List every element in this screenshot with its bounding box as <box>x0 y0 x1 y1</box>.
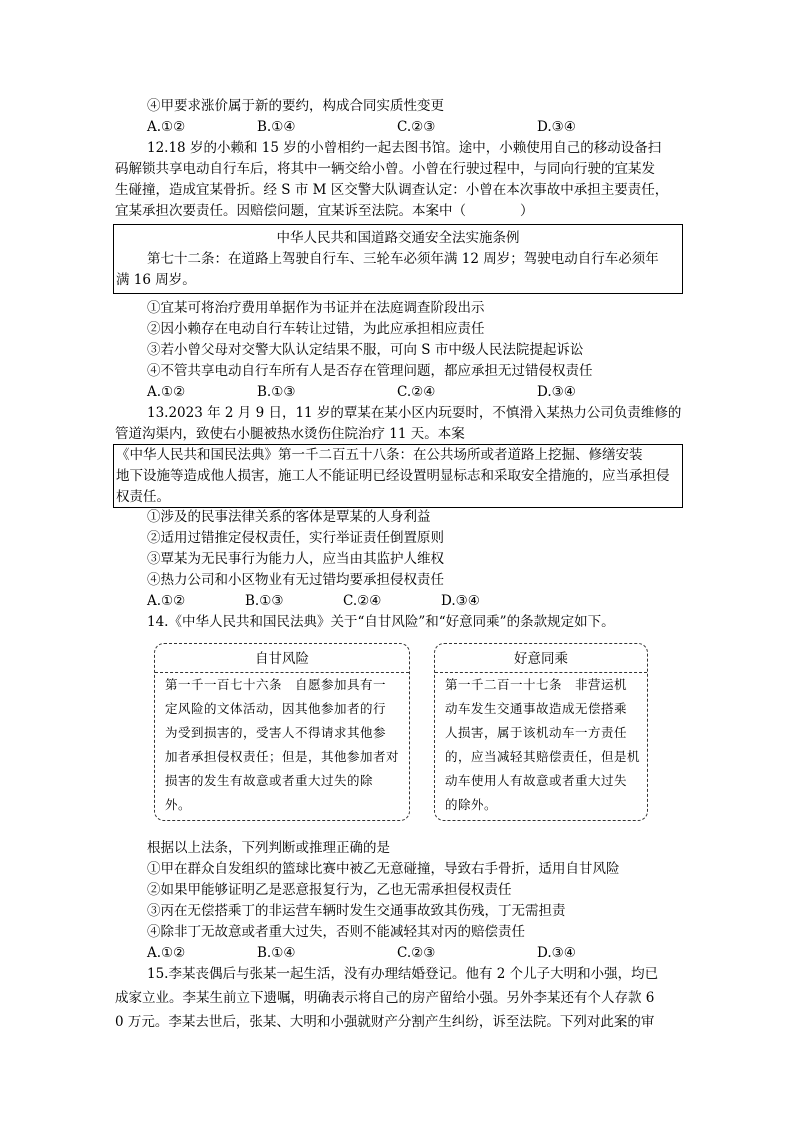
q11-option-d[interactable]: D.③④ <box>537 119 576 135</box>
q15-stem-line-1: 15.李某丧偶后与张某一起生活，没有办理结婚登记。他有 2 个儿子大明和小强，均已 <box>147 966 659 982</box>
q13-option-d[interactable]: D.③④ <box>441 593 480 609</box>
q12-option-d[interactable]: D.③④ <box>537 384 576 400</box>
q13-option-c[interactable]: C.②④ <box>343 593 382 609</box>
q12-option-a[interactable]: A.①② <box>147 384 186 400</box>
q14-left-box-row-3: 为受到损害的，受害人不得请求其他参 <box>165 725 387 740</box>
q11-option-a[interactable]: A.①② <box>147 119 186 135</box>
q14-item-2: ②如果甲能够证明乙是恶意报复行为，乙也无需承担侵权责任 <box>147 882 512 898</box>
q14-right-box-row-5: 动车使用人有故意或者重大过失 <box>445 773 628 788</box>
q14-left-box-row-6: 外。 <box>165 797 192 812</box>
q13-item-1: ①涉及的民事法律关系的客体是覃某的人身利益 <box>147 509 431 525</box>
q14-left-box-title: 自甘风险 <box>255 651 309 667</box>
q14-intro: 14.《中华人民共和国民法典》关于“自甘风险”和“好意同乘”的条款规定如下。 <box>147 614 615 630</box>
q12-stem-line-1: 12.18 岁的小赖和 15 岁的小曾相约一起去图书馆。途中，小赖使用自己的移动设备扫 <box>147 140 662 156</box>
q12-law-line-2: 满 16 周岁。 <box>116 272 196 288</box>
q12-stem-line-4: 宜某承担次要责任。因赔偿问题，宜某诉至法院。本案中（ ） <box>115 203 534 219</box>
q12-item-3: ③若小曾父母对交警大队认定结果不服，可向 S 市中级人民法院提起诉讼 <box>147 342 584 358</box>
q12-stem-line-3: 生碰撞，造成宜某骨折。经 S 市 M 区交警大队调查认定：小曾在本次事故中承担主要责任， <box>115 182 669 198</box>
q14-right-box-row-1: 第一千二百一十七条 非营运机 <box>445 677 628 692</box>
q14-item-3: ③丙在无偿搭乘丁的非运营车辆时发生交通事故致其伤残，丁无需担责 <box>147 903 566 919</box>
q14-right-box-row-3: 人损害，属于该机动车一方责任 <box>445 725 628 740</box>
q13-law-box <box>113 444 683 508</box>
q13-stem-line-2: 管道沟渠内，致使右小腿被热水烫伤住院治疗 11 天。本案 <box>115 426 465 442</box>
q12-option-b[interactable]: B.①③ <box>257 384 296 400</box>
q14-item-1: ①甲在群众自发组织的篮球比赛中被乙无意碰撞，导致右手骨折，适用自甘风险 <box>147 861 620 877</box>
q13-item-4: ④热力公司和小区物业有无过错均要承担侵权责任 <box>147 572 444 588</box>
q12-stem-line-2: 码解锁共享电动自行车后，将其中一辆交给小曾。小曾在行驶过程中，与同向行驶的宜某发 <box>115 161 655 177</box>
q12-law-box <box>113 224 683 294</box>
q12-item-1: ①宜某可将治疗费用单据作为书证并在法庭调查阶段出示 <box>147 300 485 316</box>
q12-law-title: 中华人民共和国道路交通安全法实施条例 <box>276 230 520 246</box>
q12-item-4: ④不管共享电动自行车所有人是否存在管理问题，都应承担无过错侵权责任 <box>147 363 593 379</box>
q11-item-4: ④甲要求涨价属于新的要约，构成合同实质性变更 <box>147 98 444 114</box>
q14-left-box <box>154 643 410 821</box>
q14-right-box <box>434 643 648 821</box>
q14-option-b[interactable]: B.①④ <box>257 945 296 961</box>
q14-left-box-row-1: 第一千一百七十六条 自愿参加具有一 <box>165 677 387 692</box>
q15-stem-line-2: 成家立业。李某生前立下遗嘱，明确表示将自己的房产留给小强。另外李某还有个人存款 6 <box>115 990 655 1006</box>
q14-right-box-row-4: 的，应当减轻其赔偿责任，但是机 <box>445 749 641 764</box>
q14-right-box-row-2: 动车发生交通事故造成无偿搭乘 <box>445 701 628 716</box>
q14-left-box-row-2: 定风险的文体活动，因其他参加者的行 <box>165 701 387 716</box>
q13-law-line-2: 地下设施等造成他人损害，施工人不能证明已经设置明显标志和采取安全措施的，应当承担侵 <box>116 468 670 484</box>
q12-law-line-1: 第七十二条：在道路上驾驶自行车、三轮车必须年满 12 周岁；驾驶电动自行车必须年 <box>147 251 659 267</box>
q12-item-2: ②因小赖存在电动自行车转让过错，为此应承担相应责任 <box>147 321 485 337</box>
q14-option-a[interactable]: A.①② <box>147 945 186 961</box>
q14-left-box-row-5: 损害的发生有故意或者重大过失的除 <box>165 773 374 788</box>
q14-left-box-row-4: 加者承担侵权责任；但是，其他参加者对 <box>165 749 400 764</box>
q12-option-c[interactable]: C.②④ <box>397 384 436 400</box>
q13-option-b[interactable]: B.①③ <box>245 593 284 609</box>
q14-item-4: ④除非丁无故意或者重大过失，否则不能减轻其对丙的赔偿责任 <box>147 924 525 940</box>
q14-question: 根据以上法条，下列判断或推理正确的是 <box>147 840 390 856</box>
q13-law-line-1: 《中华人民共和国民法典》第一千二百五十八条：在公共场所或者道路上挖掘、修缮安装 <box>116 447 643 463</box>
q14-left-box-divider <box>155 672 409 673</box>
q13-stem-line-1: 13.2023 年 2 月 9 日，11 岁的覃某在某小区内玩耍时，不慎滑入某热力公司负责维修的 <box>147 405 682 421</box>
q14-right-box-divider <box>435 672 647 673</box>
q13-item-2: ②适用过错推定侵权责任，实行举证责任倒置原则 <box>147 530 444 546</box>
q13-option-a[interactable]: A.①② <box>147 593 186 609</box>
q13-law-line-3: 权责任。 <box>116 489 170 505</box>
q14-option-d[interactable]: D.③④ <box>537 945 576 961</box>
q11-option-c[interactable]: C.②③ <box>397 119 436 135</box>
q13-item-3: ③覃某为无民事行为能力人，应当由其监护人维权 <box>147 551 444 567</box>
q11-option-b[interactable]: B.①④ <box>257 119 296 135</box>
q14-option-c[interactable]: C.②③ <box>397 945 436 961</box>
q14-right-box-row-6: 的除外。 <box>445 797 498 812</box>
q14-right-box-title: 好意同乘 <box>514 651 568 667</box>
q15-stem-line-3: 0 万元。李某去世后，张某、大明和小强就财产分割产生纠纷，诉至法院。下列对此案的审 <box>115 1014 655 1030</box>
